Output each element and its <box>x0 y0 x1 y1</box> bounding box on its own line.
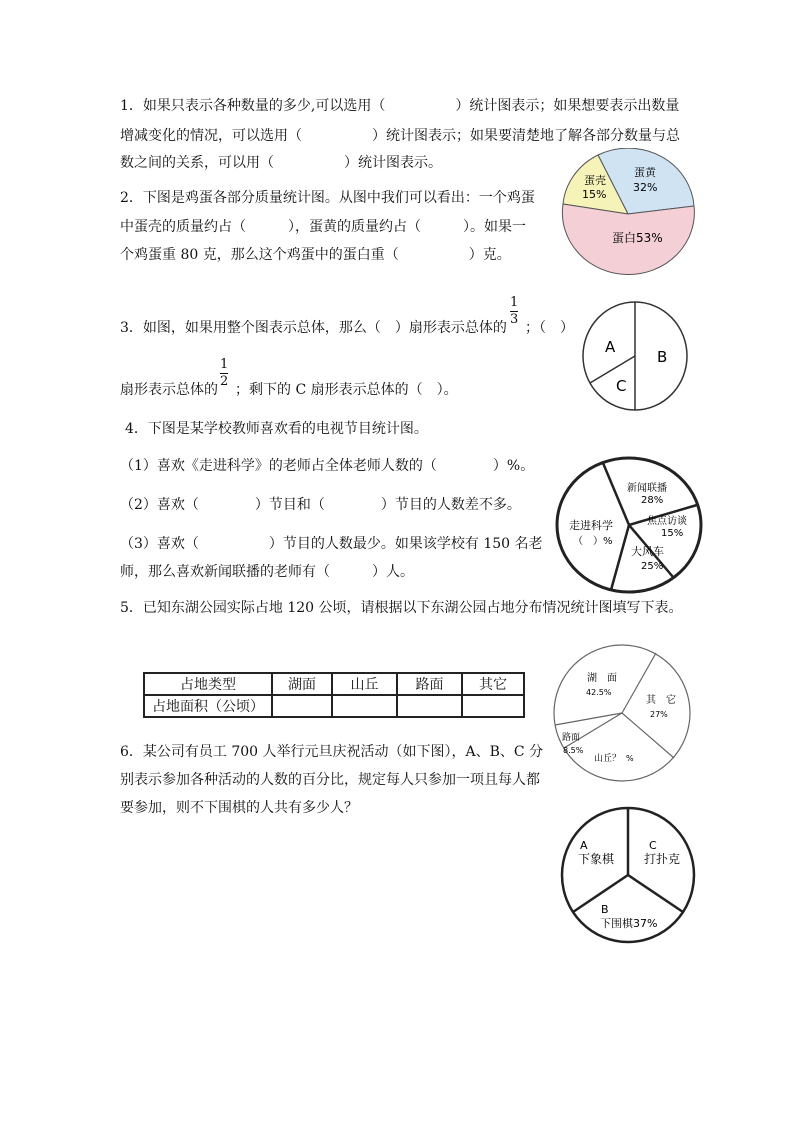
q6-line1: 6．某公司有员工 700 人举行元旦庆祝活动（如下图），A、B、C 分 <box>120 744 544 760</box>
park-pie-chart <box>552 643 694 785</box>
park-area-table <box>143 672 525 718</box>
slice-value-other: 27% <box>650 710 668 719</box>
table-cell-lake[interactable] <box>272 695 332 717</box>
tv-programs-pie-chart <box>555 456 705 596</box>
fraction-denominator: 2 <box>220 374 229 389</box>
pie-value-yolk: 32% <box>633 181 658 194</box>
fraction-denominator: 3 <box>510 312 519 327</box>
pie-label-shell: 蛋壳 <box>584 174 606 187</box>
q4-subquestion-3a: （3）喜欢（ ）节目的人数最少。如果该学校有 150 名老 <box>120 536 543 552</box>
fraction-numerator: 1 <box>510 295 519 310</box>
q3-line1a: 3．如图，如果用整个图表示总体，那么（ ）扇形表示总体的 <box>120 320 507 336</box>
slice-value-road: 8.5% <box>563 746 584 755</box>
q1-line2: 增减变化的情况，可以选用（ ）统计图表示；如果要清楚地了解各部分数量与总 <box>120 128 680 144</box>
q6-line3: 要参加，则不下围棋的人共有多少人？ <box>120 800 358 816</box>
table-row-label: 占地面积（公顷） <box>144 695 272 717</box>
q2-line1: 2．下图是鸡蛋各部分质量统计图。从图中我们可以看出：一个鸡蛋 <box>120 190 535 206</box>
slice-value-focus: 15% <box>661 528 684 539</box>
q2-line2: 中蛋壳的质量约占（ ），蛋黄的质量约占（ ）。如果一 <box>120 219 526 235</box>
q3-line2a: 扇形表示总体的 <box>120 382 218 398</box>
slice-label-c: 打扑克 <box>644 852 681 866</box>
q3-line1b: ；（ ） <box>525 320 574 336</box>
sector-label-b: B <box>657 348 668 366</box>
slice-label-a: 下象棋 <box>578 852 615 866</box>
table-header-cell: 湖面 <box>272 673 332 695</box>
slice-letter-b: B <box>601 903 609 916</box>
slice-letter-a: A <box>580 839 588 852</box>
slice-label-b: 下围棋37% <box>600 917 658 930</box>
slice-label-hill: 山丘？ <box>594 754 622 764</box>
table-cell-road[interactable] <box>397 695 462 717</box>
slice-value-hill: % <box>626 754 634 763</box>
q2-line3: 个鸡蛋重 80 克，那么这个鸡蛋中的蛋白重（ ）克。 <box>120 247 511 263</box>
slice-label-science: 走进科学 <box>569 519 613 532</box>
q1-line1: 1．如果只表示各种数量的多少,可以选用（ ）统计图表示；如果想要表示出数量 <box>120 98 680 114</box>
slice-label-lake: 湖 面 <box>587 673 617 684</box>
slice-label-other: 其 它 <box>646 695 676 706</box>
q4-subquestion-3b: 师，那么喜欢新闻联播的老师有（ ）人。 <box>120 564 414 580</box>
table-row <box>144 695 524 717</box>
fraction-one-third <box>510 296 518 327</box>
slice-label-road: 路面 <box>562 733 581 743</box>
abc-pie-chart <box>580 300 690 412</box>
sector-label-a: A <box>605 338 616 356</box>
q4-subquestion-1: （1）喜欢《走进科学》的老师占全体老师人数的（ ）%。 <box>120 458 535 474</box>
slice-value-wind: 25% <box>641 561 664 572</box>
fraction-one-half <box>220 358 228 389</box>
q6-line2: 别表示参加各种活动的人数的百分比，规定每人只参加一项且每人都 <box>120 772 540 788</box>
q3-line2b: ；剩下的 C 扇形表示总体的（ ）。 <box>235 382 458 398</box>
egg-pie-chart <box>560 148 696 278</box>
q5-text: 5．已知东湖公园实际占地 120 公顷，请根据以下东湖公园占地分布情况统计图填写下表。 <box>120 600 683 616</box>
table-cell-other[interactable] <box>462 695 524 717</box>
sector-label-c: C <box>616 377 627 395</box>
q1-line3: 数之间的关系，可以用（ ）统计图表示。 <box>120 155 442 171</box>
q4-intro: 4．下图是某学校教师喜欢看的电视节目统计图。 <box>125 421 428 437</box>
activity-pie-chart <box>560 805 696 945</box>
slice-value-lake: 42.5% <box>586 688 612 697</box>
table-header-cell: 路面 <box>397 673 462 695</box>
table-cell-hill[interactable] <box>332 695 397 717</box>
table-header-cell: 占地类型 <box>144 673 272 695</box>
table-header-row <box>144 673 524 695</box>
slice-value-news: 28% <box>641 495 664 506</box>
table-header-cell: 山丘 <box>332 673 397 695</box>
slice-label-news: 新闻联播 <box>627 483 667 494</box>
slice-value-science: （ ）% <box>573 536 613 547</box>
slice-label-focus: 焦点访谈 <box>647 516 687 527</box>
pie-label-yolk: 蛋黄 <box>634 166 656 179</box>
q4-subquestion-2: （2）喜欢（ ）节目和（ ）节目的人数差不多。 <box>120 497 521 513</box>
slice-letter-c: C <box>649 839 657 852</box>
slice-label-wind: 大风车 <box>631 545 664 558</box>
pie-label-white: 蛋白53% <box>612 231 663 245</box>
table-header-cell: 其它 <box>462 673 524 695</box>
fraction-numerator: 1 <box>220 357 229 372</box>
pie-value-shell: 15% <box>582 188 607 201</box>
